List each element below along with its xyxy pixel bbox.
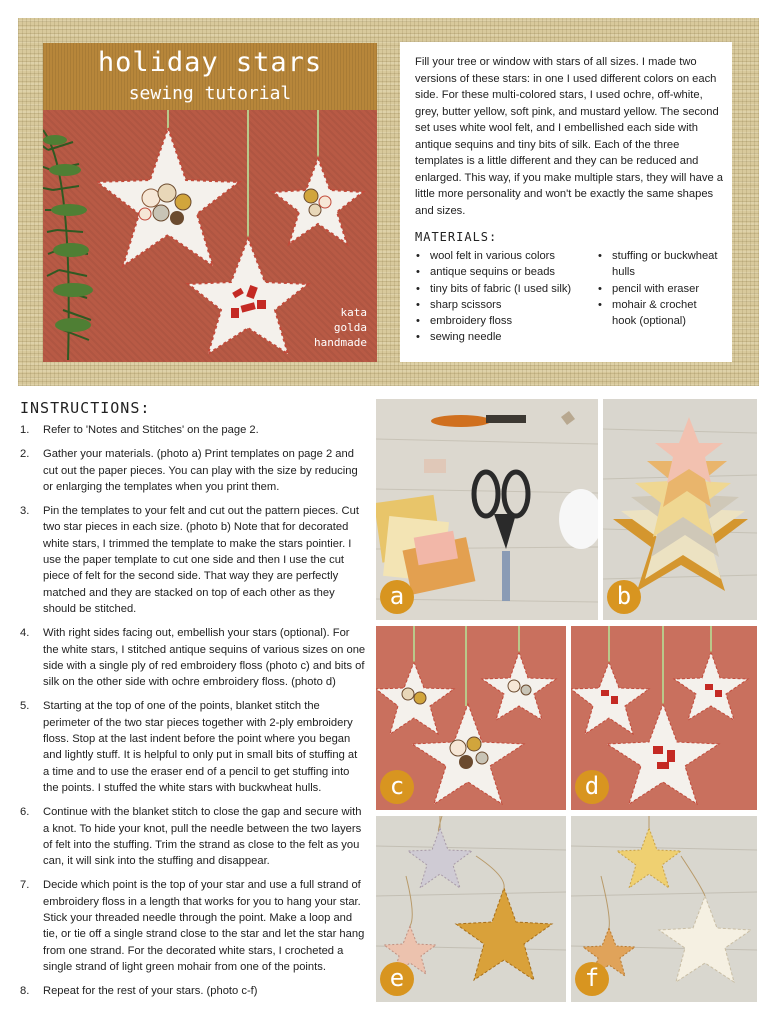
- credit-line: handmade: [314, 336, 367, 349]
- photo-c: [376, 626, 566, 810]
- instruction-step: [20, 503, 366, 617]
- photo-f: [571, 816, 757, 1002]
- list-item: • embroidery floss: [416, 313, 586, 329]
- instruction-step: [20, 446, 366, 495]
- photo-label: a: [380, 580, 414, 614]
- step-text: Gather your materials. (photo a) Print templates on page 2 and cut out the paper pieces. You can play with the size by reducing or enlarging the templates when you print them.: [43, 448, 358, 493]
- step-text: With right sides facing out, embellish your stars (optional). For the white stars, I stitched antique sequins of various sizes on one side with a single ply of red embroidery floss (photo c) and bits of silk on the other side with ochre embroidery floss. (photo d): [43, 627, 366, 689]
- instruction-step: [20, 625, 366, 690]
- materials-heading: MATERIALS:: [415, 230, 498, 244]
- intro-panel: [400, 42, 732, 362]
- list-item: • sharp scissors: [416, 297, 586, 313]
- list-item: • sewing needle: [416, 329, 586, 345]
- step-text: Decide which point is the top of your star and use a full strand of embroidery floss in a length that works for you to hang your star. Stick your threaded needle through the point. Make a loop and tie, or tie off a single strand close to the star and let the star hang from one strand. For the decorated white stars, I crocheted a single strand of light green mohair from one of the points.: [43, 879, 365, 973]
- list-item: • tiny bits of fabric (I used silk): [416, 281, 586, 297]
- intro-paragraph: Fill your tree or window with stars of all sizes. I made two versions of these stars: in one I used different colors on each side. For these multi-colored stars, I used ochre, off-white, grey, butter yellow, soft pink, and mustard yellow. The second set uses white wool felt, and I embellished each side with antique sequins and tiny bits of silk. Each of the three templates is a little different and they can be reduced and enlarged. This way, if you make multiple stars, they will have a little more personality and won't be exactly the same shapes and sizes.: [415, 56, 723, 217]
- instructions-list: [20, 422, 366, 1008]
- step-number: 7.: [20, 879, 30, 892]
- step-text: Refer to 'Notes and Stitches' on the page 2.: [43, 424, 259, 436]
- instruction-step: [20, 877, 366, 975]
- step-number: 4.: [20, 627, 30, 640]
- instruction-step: [20, 804, 366, 869]
- page-title: holiday stars: [97, 47, 323, 78]
- title-block: [43, 43, 377, 110]
- credit-text: [314, 305, 367, 350]
- photo-label: b: [607, 580, 641, 614]
- step-number: 2.: [20, 448, 30, 461]
- photo-label: e: [380, 962, 414, 996]
- credit-line: golda: [333, 321, 367, 334]
- step-number: 1.: [20, 424, 30, 436]
- list-item: • wool felt in various colors: [416, 248, 586, 264]
- instructions-heading: INSTRUCTIONS:: [20, 399, 151, 417]
- instruction-step: [20, 422, 366, 438]
- materials-list-left: [416, 248, 586, 346]
- page-subtitle: sewing tutorial: [128, 83, 292, 104]
- step-number: 5.: [20, 700, 30, 713]
- photo-a: [376, 399, 598, 620]
- step-text: Starting at the top of one of the points, blanket stitch the perimeter of the two star pieces together with 2-ply embroidery floss. Stop at the last indent before the point where you began and lightly stuff. It is helpful to only put in small bits of stuffing at a time and to use the eraser end of a pencil to get stuffing into the points. I stuffed the white stars with buckwheat hulls.: [43, 700, 358, 794]
- instruction-step: [20, 983, 366, 999]
- photo-label: c: [380, 770, 414, 804]
- photo-e: [376, 816, 566, 1002]
- step-number: 3.: [20, 505, 30, 518]
- step-text: Repeat for the rest of your stars. (photo c-f): [43, 985, 258, 998]
- instruction-step: [20, 698, 366, 796]
- credit-line: kata: [340, 306, 367, 319]
- photo-d: [571, 626, 757, 810]
- step-number: 6.: [20, 806, 30, 819]
- photo-b: [603, 399, 757, 620]
- list-item: • stuffing or buckwheat hulls: [598, 248, 718, 281]
- hero-photo: [43, 43, 377, 362]
- materials-list-right: [598, 248, 718, 329]
- step-text: Continue with the blanket stitch to close the gap and secure with a knot. To hide your knot, pull the needle between the two layers of felt into the stuffing. Trim the strand as close to the felt as you can, it will sink into the stuffing and disappear.: [43, 806, 362, 868]
- list-item: • mohair & crochet hook (optional): [598, 297, 718, 330]
- step-text: Pin the templates to your felt and cut out the pattern pieces. Cut two star pieces in each size. (photo b) Note that for decorated white stars, I trimmed the template to make the stars pointier. I use the paper template to cut one side and then I use the cut piece of felt for the second side. That way they are perfectly matched and they are stacked on top of each other as they should be stitched.: [43, 505, 359, 615]
- list-item: • pencil with eraser: [598, 281, 718, 297]
- photo-label: f: [575, 962, 609, 996]
- photo-label: d: [575, 770, 609, 804]
- step-number: 8.: [20, 985, 30, 998]
- list-item: • antique sequins or beads: [416, 264, 586, 280]
